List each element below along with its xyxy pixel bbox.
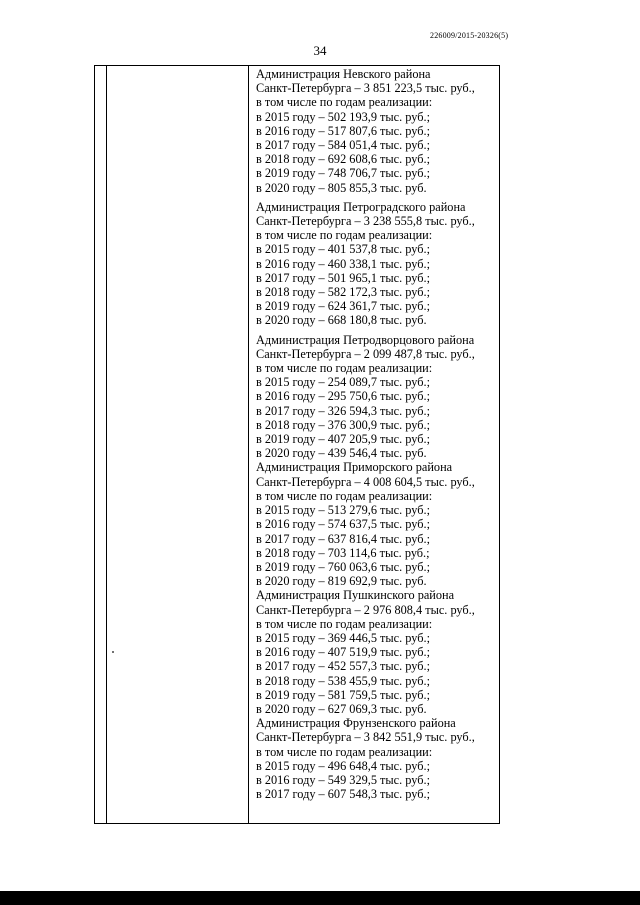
year-line: в 2020 году – 439 546,4 тыс. руб. — [256, 446, 427, 461]
district-block-nevsky — [256, 67, 500, 195]
district-title: Администрация Петродворцового района — [256, 332, 475, 347]
district-intro: в том числе по годам реализации: — [256, 488, 433, 503]
district-block-frunzensky — [256, 716, 500, 801]
year-line: в 2018 году – 703 114,6 тыс. руб.; — [256, 545, 430, 560]
district-title: Администрация Пушкинского района — [256, 588, 455, 603]
year-line: в 2015 году – 369 446,5 тыс. руб.; — [256, 630, 431, 645]
year-line: в 2017 году – 637 816,4 тыс. руб.; — [256, 531, 431, 546]
district-intro: в том числе по годам реализации: — [256, 95, 433, 110]
year-line: в 2019 году – 624 361,7 тыс. руб.; — [256, 299, 431, 314]
column-divider-2 — [248, 66, 249, 823]
document-id: 226009/2015-20326(5) — [430, 31, 509, 40]
district-block-pushkinsky — [256, 588, 500, 716]
district-total: Санкт-Петербурга – 3 238 555,8 тыс. руб., — [256, 214, 475, 229]
year-line: в 2020 году – 668 180,8 тыс. руб. — [256, 313, 427, 328]
year-line: в 2016 году – 549 329,5 тыс. руб.; — [256, 772, 431, 787]
district-intro: в том числе по годам реализации: — [256, 361, 433, 376]
year-line: в 2019 году – 760 063,6 тыс. руб.; — [256, 559, 431, 574]
year-line: в 2019 году – 407 205,9 тыс. руб.; — [256, 432, 431, 447]
district-title: Администрация Приморского района — [256, 460, 453, 475]
year-line: в 2020 году – 627 069,3 тыс. руб. — [256, 701, 427, 716]
year-line: в 2016 году – 407 519,9 тыс. руб.; — [256, 645, 431, 660]
page-number: 34 — [313, 43, 327, 58]
district-total: Санкт-Петербурга – 2 976 808,4 тыс. руб., — [256, 602, 475, 617]
year-line: в 2018 году – 376 300,9 тыс. руб.; — [256, 417, 431, 432]
year-line: в 2020 году – 805 855,3 тыс. руб. — [256, 180, 427, 195]
year-line: в 2015 году – 513 279,6 тыс. руб.; — [256, 503, 431, 518]
district-block-primorsky — [256, 460, 500, 588]
year-line: в 2020 году – 819 692,9 тыс. руб. — [256, 574, 427, 589]
year-line: в 2016 году – 460 338,1 тыс. руб.; — [256, 256, 431, 271]
year-line: в 2017 году – 452 557,3 тыс. руб.; — [256, 659, 431, 674]
year-line: в 2018 году – 692 608,6 тыс. руб.; — [256, 152, 431, 167]
year-line: в 2018 году – 538 455,9 тыс. руб.; — [256, 673, 431, 688]
funding-cell — [256, 67, 500, 801]
year-line: в 2019 году – 748 706,7 тыс. руб.; — [256, 166, 431, 181]
district-total: Санкт-Петербурга – 4 008 604,5 тыс. руб., — [256, 474, 475, 489]
year-line: в 2019 году – 581 759,5 тыс. руб.; — [256, 687, 431, 702]
district-total: Санкт-Петербурга – 3 842 551,9 тыс. руб., — [256, 730, 475, 745]
district-total: Санкт-Петербурга – 3 851 223,5 тыс. руб., — [256, 81, 475, 96]
district-title: Администрация Петроградского района — [256, 199, 466, 214]
scan-speck — [112, 651, 114, 653]
year-line: в 2016 году – 574 637,5 тыс. руб.; — [256, 517, 431, 532]
year-line: в 2017 году – 607 548,3 тыс. руб.; — [256, 787, 431, 802]
column-divider-1 — [106, 66, 107, 823]
district-block-petrodvortsovy — [256, 333, 500, 461]
district-intro: в том числе по годам реализации: — [256, 228, 433, 243]
year-line: в 2017 году – 326 594,3 тыс. руб.; — [256, 403, 431, 418]
year-line: в 2017 году – 501 965,1 тыс. руб.; — [256, 270, 431, 285]
district-intro: в том числе по годам реализации: — [256, 744, 433, 759]
district-title: Администрация Фрунзенского района — [256, 716, 456, 731]
year-line: в 2015 году – 502 193,9 тыс. руб.; — [256, 109, 431, 124]
year-line: в 2017 году – 584 051,4 тыс. руб.; — [256, 138, 431, 153]
district-block-petrogradsky — [256, 200, 500, 328]
year-line: в 2015 году – 496 648,4 тыс. руб.; — [256, 758, 431, 773]
district-title: Администрация Невского района — [256, 67, 431, 81]
year-line: в 2018 году – 582 172,3 тыс. руб.; — [256, 285, 431, 300]
year-line: в 2015 году – 401 537,8 тыс. руб.; — [256, 242, 431, 257]
year-line: в 2016 году – 295 750,6 тыс. руб.; — [256, 389, 431, 404]
district-intro: в том числе по годам реализации: — [256, 616, 433, 631]
year-line: в 2015 году – 254 089,7 тыс. руб.; — [256, 375, 431, 390]
year-line: в 2016 году – 517 807,6 тыс. руб.; — [256, 123, 431, 138]
district-total: Санкт-Петербурга – 2 099 487,8 тыс. руб., — [256, 346, 475, 361]
scan-edge-bar — [0, 891, 640, 905]
